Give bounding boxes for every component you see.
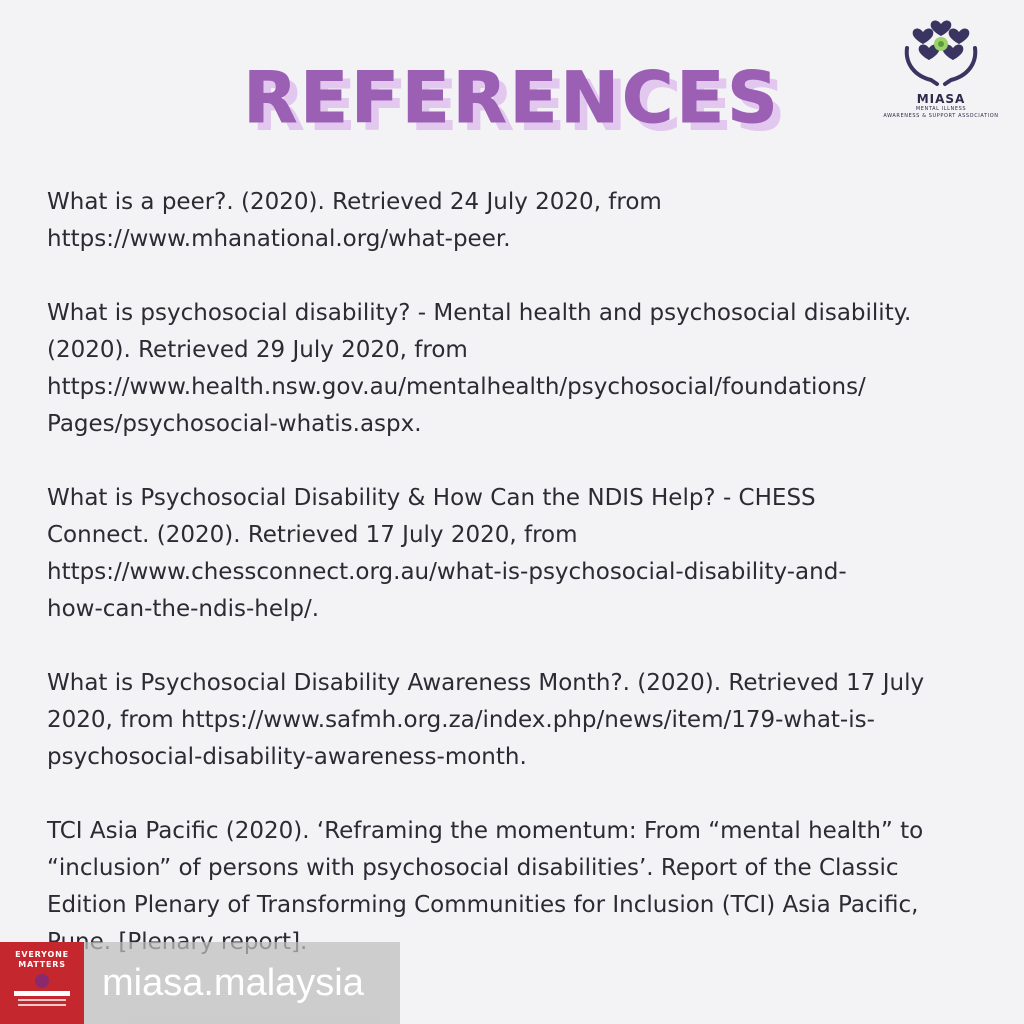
miasa-logo bbox=[868, 18, 1014, 120]
reference-list bbox=[47, 184, 987, 998]
reference-item bbox=[47, 813, 987, 961]
reference-line: how-can-the-ndis-help/. bbox=[47, 596, 320, 622]
badge-text-line-2: MATTERS bbox=[18, 960, 66, 969]
reference-line: What is Psychosocial Disability & How Can the NDIS Help? - CHESS bbox=[47, 485, 816, 511]
reference-line: psychosocial-disability-awareness-month. bbox=[47, 744, 527, 770]
reference-line: Edition Plenary of Transforming Communities for Inclusion (TCI) Asia Pacific, bbox=[47, 892, 919, 918]
logo-subtitle-line-2: AWARENESS & SUPPORT ASSOCIATION bbox=[883, 113, 999, 119]
reference-line: What is psychosocial disability? - Mental health and psychosocial disability. bbox=[47, 300, 912, 326]
reference-line: https://www.health.nsw.gov.au/mentalhealth/psychosocial/foundations/ bbox=[47, 374, 866, 400]
account-handle[interactable]: miasa.malaysia bbox=[102, 962, 364, 1004]
reference-line: What is Psychosocial Disability Awareness Month?. (2020). Retrieved 17 July bbox=[47, 670, 925, 696]
logo-subtitle-line-1: MENTAL ILLNESS bbox=[915, 106, 967, 112]
badge-logo-icon bbox=[35, 974, 49, 988]
logo-name: MIASA bbox=[916, 92, 966, 106]
profile-badge[interactable] bbox=[0, 942, 84, 1024]
reference-line: Pages/psychosocial-whatis.aspx. bbox=[47, 411, 422, 437]
badge-text-line-1: EVERYONE bbox=[15, 950, 69, 959]
reference-line: TCI Asia Pacific (2020). ‘Reframing the momentum: From “mental health” to bbox=[47, 818, 924, 844]
reference-line: (2020). Retrieved 29 July 2020, from bbox=[47, 337, 468, 363]
reference-line: What is a peer?. (2020). Retrieved 24 July 2020, from bbox=[47, 189, 662, 215]
reference-item bbox=[47, 480, 987, 628]
badge-banner bbox=[14, 991, 70, 996]
reference-item bbox=[47, 665, 987, 776]
badge-divider bbox=[18, 1004, 66, 1006]
reference-item bbox=[47, 295, 987, 443]
reference-line: Connect. (2020). Retrieved 17 July 2020, from bbox=[47, 522, 578, 548]
reference-line: 2020, from https://www.safmh.org.za/index.php/news/item/179-what-is- bbox=[47, 707, 875, 733]
badge-divider bbox=[18, 999, 66, 1001]
reference-line: https://www.chessconnect.org.au/what-is-psychosocial-disability-and- bbox=[47, 559, 847, 585]
reference-line: https://www.mhanational.org/what-peer. bbox=[47, 226, 511, 252]
reference-line: “inclusion” of persons with psychosocial disabilities’. Report of the Classic bbox=[47, 855, 899, 881]
reference-item bbox=[47, 184, 987, 258]
hands-holding-hearts-icon bbox=[901, 18, 981, 90]
page-title: REFERENCES bbox=[243, 57, 781, 139]
